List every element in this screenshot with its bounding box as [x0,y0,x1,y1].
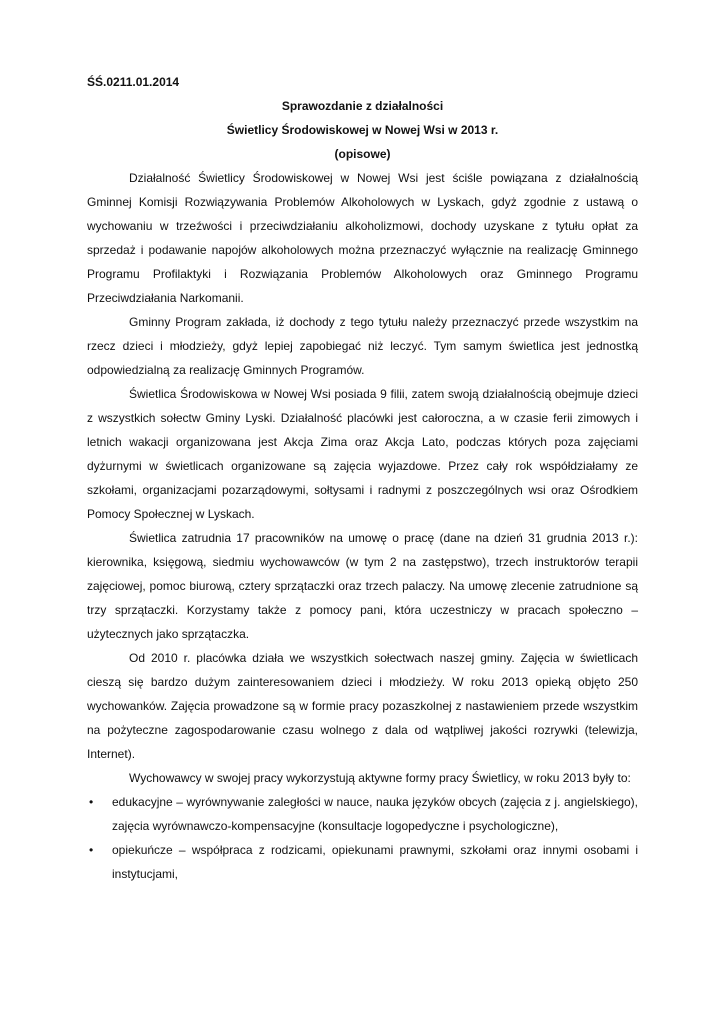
document-title [87,94,638,166]
document-body [87,166,638,886]
title-line: (opisowe) [334,147,391,161]
list-item [87,790,638,838]
work-forms-list [87,790,638,886]
list-item-text: opiekuńcze – współpraca z rodzicami, opiekunami prawnymi, szkołami oraz innymi osobami i instytucjami, [112,843,638,881]
bullet-icon: • [89,843,94,857]
paragraph-work-forms-intro: Wychowawcy w swojej pracy wykorzystują aktywne formy pracy Świetlicy, w roku 2013 były to: [129,771,631,785]
title-line: Świetlicy Środowiskowej w Nowej Wsi w 2013 r. [226,123,499,137]
bullet-icon: • [89,795,94,809]
list-item [87,838,638,886]
paragraph-program-purpose: Gminny Program zakłada, iż dochody z tego tytułu należy przeznaczyć przede wszystkim na rzecz dzieci i młodzieży, gdyż lepiej zapobiegać niż leczyć. Tym samym świetlica jest jednostką odpowiedzialną za realizację Gminnych Programów. [87,315,638,377]
paragraph-funding-basis: Działalność Świetlicy Środowiskowej w Nowej Wsi jest ściśle powiązana z działalnością Gminnej Komisji Rozwiązywania Problemów Alkoholowych w Lyskach, gdyż zgodnie z ustawą o wychowaniu w trzeźwości i przeciwdziałaniu alkoholizmowi, dochody uzyskane z tytułu opłat za sprzedaż i podawanie napojów alkoholowych można przeznaczyć wyłącznie na realizację Gminnego Programu Profilaktyki i Rozwiązania Problemów Alkoholowych oraz Gminnego Programu Przeciwdziałania Narkomanii. [87,171,638,305]
paragraph-staff: Świetlica zatrudnia 17 pracowników na umowę o pracę (dane na dzień 31 grudnia 2013 r.): kierownika, księgową, siedmiu wychowawców (w tym 2 na zastępstwo), trzech instruktorów terapii zajęciowej, pomoc biurową, cztery sprzątaczki oraz trzech palaczy. Na umowę zlecenie zatrudnione są trzy sprzątaczki. Korzystamy także z pomocy pani, która uczestniczy w pracach społeczno – użytecznych jako sprzątaczka. [87,531,638,641]
paragraph-participants: Od 2010 r. placówka działa we wszystkich sołectwach naszej gminy. Zajęcia w świetlicach cieszą się bardzo dużym zainteresowaniem dzieci i młodzieży. W roku 2013 opieką objęto 250 wychowanków. Zajęcia prowadzone są w formie pracy pozaszkolnej z nastawieniem przede wszystkim na pożyteczne zagospodarowanie czasu wolnego z dala od wątpliwej jakości rozrywki (telewizja, Internet). [87,651,638,761]
list-item-text: edukacyjne – wyrównywanie zaległości w nauce, nauka języków obcych (zajęcia z j. angielskiego), zajęcia wyrównawczo-kompensacyjne (konsultacje logopedyczne i psychologiczne), [112,795,638,833]
document-reference-number: ŚŚ.0211.01.2014 [87,75,180,89]
paragraph-branches-activity: Świetlica Środowiskowa w Nowej Wsi posiada 9 filii, zatem swoją działalnością obejmuje dzieci z wszystkich sołectw Gminy Lyski. Działalność placówki jest całoroczna, a w czasie ferii zimowych i letnich wakacji organizowana jest Akcja Zima oraz Akcja Lato, podczas których poza zajęciami dyżurnymi w świetlicach organizowane są zajęcia wyjazdowe. Przez cały rok współdziałamy ze szkołami, organizacjami pozarządowymi, sołtysami i radnymi z poszczególnych wsi oraz Ośrodkiem Pomocy Społecznej w Lyskach. [87,387,638,521]
title-line: Sprawozdanie z działalności [281,99,444,113]
